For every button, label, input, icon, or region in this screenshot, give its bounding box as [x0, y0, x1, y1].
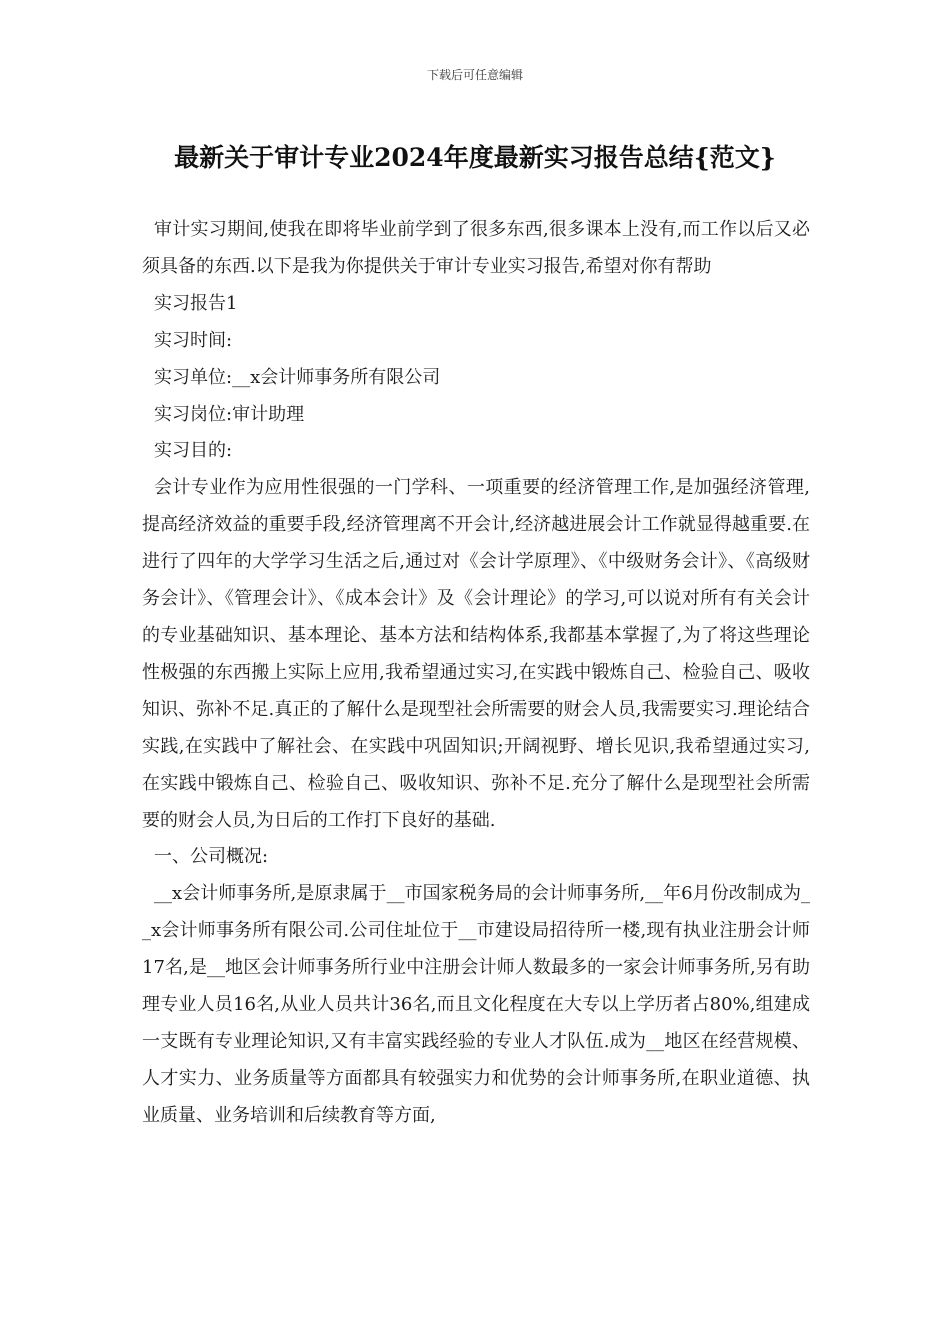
document-body [142, 212, 810, 1135]
document-title: 最新关于审计专业2024年度最新实习报告总结{范文} [174, 143, 776, 172]
paragraph-report-heading: 实习报告1 [154, 292, 238, 314]
paragraph-company-overview-heading: 一、公司概况: [154, 846, 269, 868]
paragraph-internship-purpose-label: 实习目的: [154, 440, 233, 462]
paragraph-internship-position: 实习岗位:审计助理 [154, 403, 305, 425]
paragraph-internship-time: 实习时间: [154, 329, 233, 351]
paragraph-internship-purpose: 会计专业作为应用性很强的一门学科、一项重要的经济管理工作,是加强经济管理,提高经济效益的重要手段,经济管理离不开会计,经济越进展会计工作就显得越重要.在进行了四年的大学学习生活之后,通过对《会计学原理》、《中级财务会计》、《高级财务会计》、《管理会计》、《成本会计》及《会计理论》的学习,可以说对所有有关会计的专业基础知识、基本理论、基本方法和结构体系,我都基本掌握了,为了将这些理论性极强的东西搬上实际上应用,我希望通过实习,在实践中锻炼自己、检验自己、吸收知识、弥补不足.真正的了解什么是现型社会所需要的财会人员,我需要实习.理论结合实践,在实践中了解社会、在实践中巩固知识;开阔视野、增长见识,我希望通过实习,在实践中锻炼自己、检验自己、吸收知识、弥补不足.充分了解什么是现型社会所需要的财会人员,为日后的工作打下良好的基础. [142, 477, 810, 831]
paragraph-internship-unit: 实习单位:__x会计师事务所有限公司 [154, 366, 441, 388]
paragraph-intro: 审计实习期间,使我在即将毕业前学到了很多东西,很多课本上没有,而工作以后又必须具备的东西.以下是我为你提供关于审计专业实习报告,希望对你有帮助 [142, 219, 810, 277]
header-note: 下载后可任意编辑 [426, 68, 523, 82]
paragraph-company-overview: __x会计师事务所,是原隶属于__市国家税务局的会计师事务所,__年6月份改制成为__x会计师事务所有限公司.公司住址位于__市建设局招待所一楼,现有执业注册会计师17名,是__地区会计师事务所行业中注册会计师人数最多的一家会计师事务所,另有助理专业人员16名,从业人员共计36名,而且文化程度在大专以上学历者占80%,组建成一支既有专业理论知识,又有丰富实践经验的专业人才队伍.成为__地区在经营规模、人才实力、业务质量等方面都具有较强实力和优势的会计师事务所,在职业道德、执业质量、业务培训和后续教育等方面, [142, 883, 810, 1126]
